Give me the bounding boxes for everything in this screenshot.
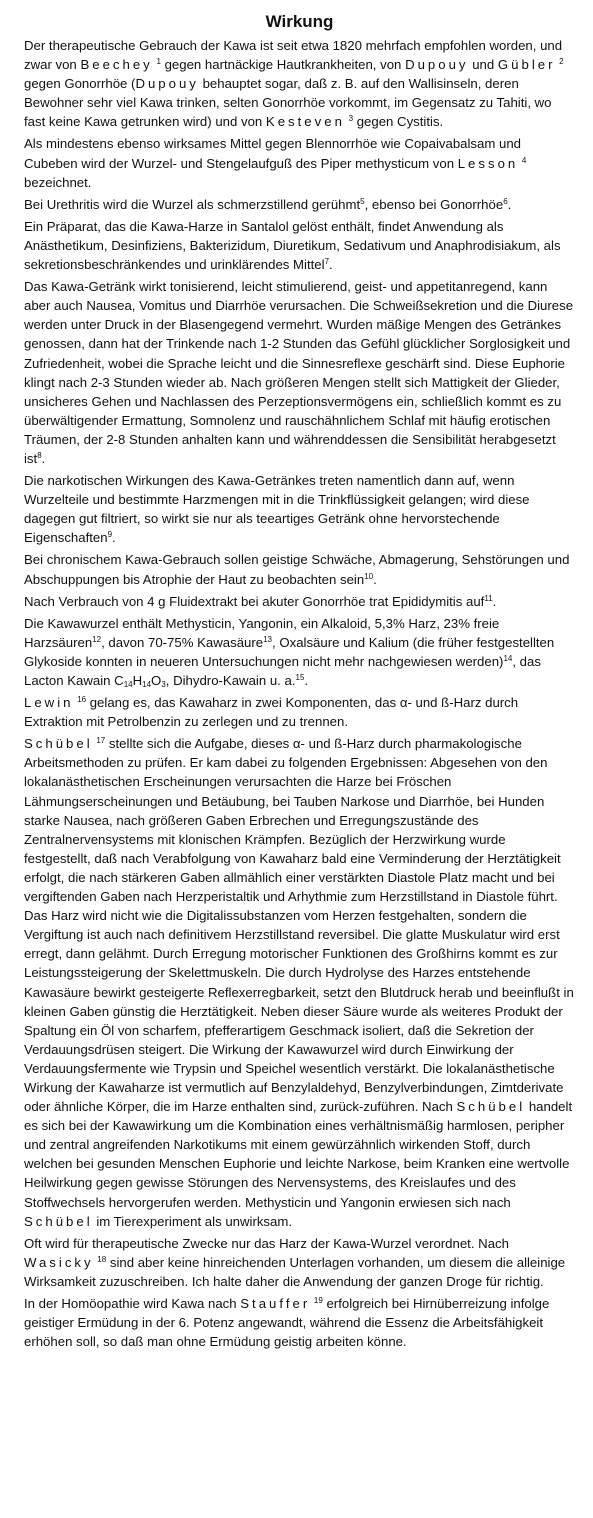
footnote-ref: 9: [107, 530, 113, 540]
footnote-ref: 12: [92, 634, 102, 644]
paragraph-fluidextrakt: Nach Verbrauch von 4 g Fluidextrakt bei akuter Gonorrhöe trat Epididymitis auf$^{11}$.: [24, 593, 497, 609]
formula-subscript: 3: [161, 680, 166, 689]
paragraph-schuebel: Schübel $^{17}$ stellte sich die Aufgabe, dieses α- und ß-Harz durch pharmakologische Arbeitsmethoden zu prüfen. Er kam dabei zu folgenden Ergebnissen: Abgesehen von den lokalanästhetischen Erscheinungen verursachten die Harze bei Fröschen Lähmungserscheinungen und Betäubung, bei Tauben Narkose und Diarrhöe, bei Hunden starke Nausea, nach größeren Gaben Erbrechen und Erregungszustände des Zentralnervensystems mit klonischen Krämpfen. Bezüglich der Herzwirkung wurde festgestellt, daß nach Verabfolgung von Kawaharz bald eine Verminderung der Herztätigkeit erfolgt, die nach stärkeren Gaben allmählich einer verstärkten Diastole Platz macht und bei vergiftenden Gaben nach Herzperistaltik und Arhythmie zum Herzstillstand in Diastole führt. Das Harz wird nicht wie die Digitalissubstanzen vom Herzen festgehalten, sondern die Vergiftung ist auch nach definitivem Herzstillstand reversibel. Die glatte Muskulatur wird erst erregt, dann gelähmt. Durch Erregung motorischer Funktionen des Großhirns kommt es zur Leistungssteigerung der Skelettmuskeln. Die durch Hydrolyse des Harzes entstehende Kawasäure bewirkt gesteigerte Reflexerregbarkeit, setzt den Blutdruck herab und beeinflußt in kleinen Gaben günstig die Herztätigkeit. Neben dieser Säure wurde als weiteres Produkt der Spaltung ein Öl von scharfem, pfefferartigem Geschmack isoliert, daß die Sekretion der Verdauungsdrüsen steigert. Die Wirkung der Kawawurzel wird durch Einwirkung der Verdauungsfermente wie Trypsin und Speichel wesentlich verstärkt. Die lokalanästhetische Wirkung der Kawaharze ist vermutlich auf Benzylaldehyd, Benzylverbindungen, Zimtderivate oder ähnliche Körper, die im Harze enthalten sind, zurück-zuführen. Nach Schübel handelt es sich bei der Kawawirkung um die Kombination eines verhältnismäßig harmlosen, peripher und zentral angreifenden Narkotikums mit einem gewürzähnlich wirkenden Stoff, durch welchen bei gesunden Menschen Euphorie und leichte Narkose, beim Kranken eine wertvolle Heilwirkung gegen gewisse Störungen des Nervensystems, des Kreislaufes und des Stoffwechsels hervorgerufen werden. Methysticin und Yangonin erwiesen sich nach Schübel im Tierexperiment als unwirksam.: [24, 736, 574, 1229]
footnote-ref: 7: [324, 257, 330, 267]
footnote-ref: 6: [503, 196, 508, 206]
paragraph-chronisch: Bei chronischem Kawa-Gebrauch sollen geistige Schwäche, Abmagerung, Sehstörungen und Abschuppungen bis Atrophie der Haut zu beobachten sein$^{10}$.: [24, 552, 570, 587]
paragraph-narkotisch: Die narkotischen Wirkungen des Kawa-Getränkes treten namentlich dann auf, wenn Wurzelteile und bestimmte Harzmengen mit in die Trinkflüssigkeit gelangen; wird diese dagegen gut filtriert, so wirkt sie nur als teeartiges Getränk ohne hervorstechende Eigenschaften$^9$.: [24, 473, 530, 546]
author-name: Schübel: [456, 1099, 526, 1115]
author-name: Lesson: [457, 155, 519, 171]
paragraph-getraenk: Das Kawa-Getränk wirkt tonisierend, leicht stimulierend, geist- und appetitanregend, kann aber auch Nausea, Vomitus und Diarrhöe verursachen. Die Schweißsekretion und die Diurese werden unter Druck in der Blasengegend vermehrt. Wurden mäßige Mengen des Getränkes genossen, dann hat der Trinkende nach 1-2 Stunden das Gefühl glücklicher Sorglosigkeit und Zufriedenheit, wobei die Sprache leicht und die Sinnesreflexe geschärft sind. Diese Euphorie klingt nach 2-3 Stunden wieder ab. Nach größeren Mengen stellt sich Mattigkeit der Glieder, unsicheres Gehen und Nachlassen des Perzeptionsvermögens ein, schließlich kommt es zu überwältigender Ermattung, Somnolenz und rauschähnlichem Schlaf mit häufig erotischen Träumen, der 2-8 Stunden anhalten kann und währenddessen die Sensibilität herabgesetzt ist$^8$.: [24, 279, 574, 466]
paragraph-history: Der therapeutische Gebrauch der Kawa ist seit etwa 1820 mehrfach empfohlen worden, und zwar von Beechey $^1$ gegen hartnäckige Hautkrankheiten, von Dupouy und Gübler $^2$ gegen Gonorrhöe (Dupouy behauptet sogar, daß z. B. auf den Wallisinseln, deren Bewohner sehr viel Kawa trinken, selten Gonorrhöe vorkommt, im Gegensatz zu Tahiti, wo fast keine Kawa getrunken wird) und von Kesteven $^3$ gegen Cystitis.: [24, 38, 564, 130]
footnote-ref: 10: [364, 571, 374, 581]
paragraph-praeparat: Ein Präparat, das die Kawa-Harze in Santalol gelöst enthält, findet Anwendung als Anästhetikum, Desinfiziens, Bakterizidum, Diuretikum, Sedativum und Anaphrodisiakum, als sekretionsbeschränkendes und urinklärendes Mittel$^7$.: [24, 218, 561, 273]
paragraph-harz: Oft wird für therapeutische Zwecke nur das Harz der Kawa-Wurzel verordnet. Nach Wasicky $^{18}$ sind aber keine hinreichenden Unterlagen vorhanden, um diesem die alleinige Wirksamkeit zuzuschreiben. Ich halte daher die Anwendung der ganzen Droge für richtig.: [24, 1235, 566, 1289]
author-name: Dupouy: [135, 76, 199, 92]
footnote-ref: 4: [521, 155, 527, 165]
footnote-ref: 2: [559, 57, 564, 67]
section-title: Wirkung: [265, 12, 334, 31]
footnote-ref: 1: [156, 57, 161, 67]
author-name: Lewin: [24, 695, 74, 711]
footnote-ref: 17: [96, 736, 106, 746]
footnote-ref: 5: [360, 196, 365, 206]
paragraph-urethritis: Bei Urethritis wird die Wurzel als schmerzstillend gerühmt$^5$, ebenso bei Gonorrhöe$^6$.: [24, 196, 512, 212]
footnote-ref: 19: [313, 1296, 323, 1305]
footnote-ref: 8: [37, 450, 42, 460]
footnote-ref: 13: [263, 634, 273, 644]
paragraph-blennorrhoe: Als mindestens ebenso wirksames Mittel gegen Blennorrhöe wie Copaivabalsam und Cubeben wird der Wurzel- und Stengelaufguß des Piper methysticum von Lesson $^4$ bezeichnet.: [24, 136, 527, 190]
author-name: Kesteven: [265, 114, 345, 130]
formula-subscript: 14: [123, 680, 133, 689]
footnote-ref: 11: [484, 593, 493, 603]
author-name: Gübler: [497, 57, 556, 73]
author-name: Beechey: [80, 57, 153, 73]
author-name: Schübel: [24, 1213, 93, 1229]
paragraph-inhaltsstoffe: Die Kawawurzel enthält Methysticin, Yangonin, ein Alkaloid, 5,3% Harz, 23% freie Harzsäuren$^{12}$, davon 70-75% Kawasäure$^{13}$, Oxalsäure und Kalium (die früher festgestellten Glykoside konnten in neueren Untersuchungen nicht mehr nachgewiesen werden)$^{14}$, das Lacton Kawain $C_{14}H_{14}O_3$, Dihydro-Kawain u. a.$^{15}$.: [24, 615, 555, 689]
author-name: Wasicky: [24, 1254, 94, 1270]
author-name: Schübel: [24, 736, 93, 752]
footnote-ref: 14: [503, 653, 513, 663]
author-name: Stauffer: [240, 1296, 311, 1311]
author-name: Dupouy: [405, 57, 469, 73]
footnote-ref: 16: [77, 695, 87, 705]
formula-subscript: 14: [142, 680, 152, 689]
footnote-ref: 3: [348, 114, 354, 124]
paragraph-homoeopathie: In der Homöopathie wird Kawa nach Stauffer $^{19}$ erfolgreich bei Hirnüberreizung infolge geistiger Ermüdung in der 6. Potenz angewandt, während die Essenz die Arbeitsfähigkeit erhöhen soll, so daß man ohne Ermüdung geistig arbeiten könne.: [24, 1296, 550, 1350]
paragraph-lewin: Lewin $^{16}$ gelang es, das Kawaharz in zwei Komponenten, das α- und ß-Harz durch Extraktion mit Petrolbenzin zu zerlegen und zu trennen.: [24, 695, 519, 730]
footnote-ref: 15: [295, 673, 305, 682]
footnote-ref: 18: [97, 1254, 107, 1264]
